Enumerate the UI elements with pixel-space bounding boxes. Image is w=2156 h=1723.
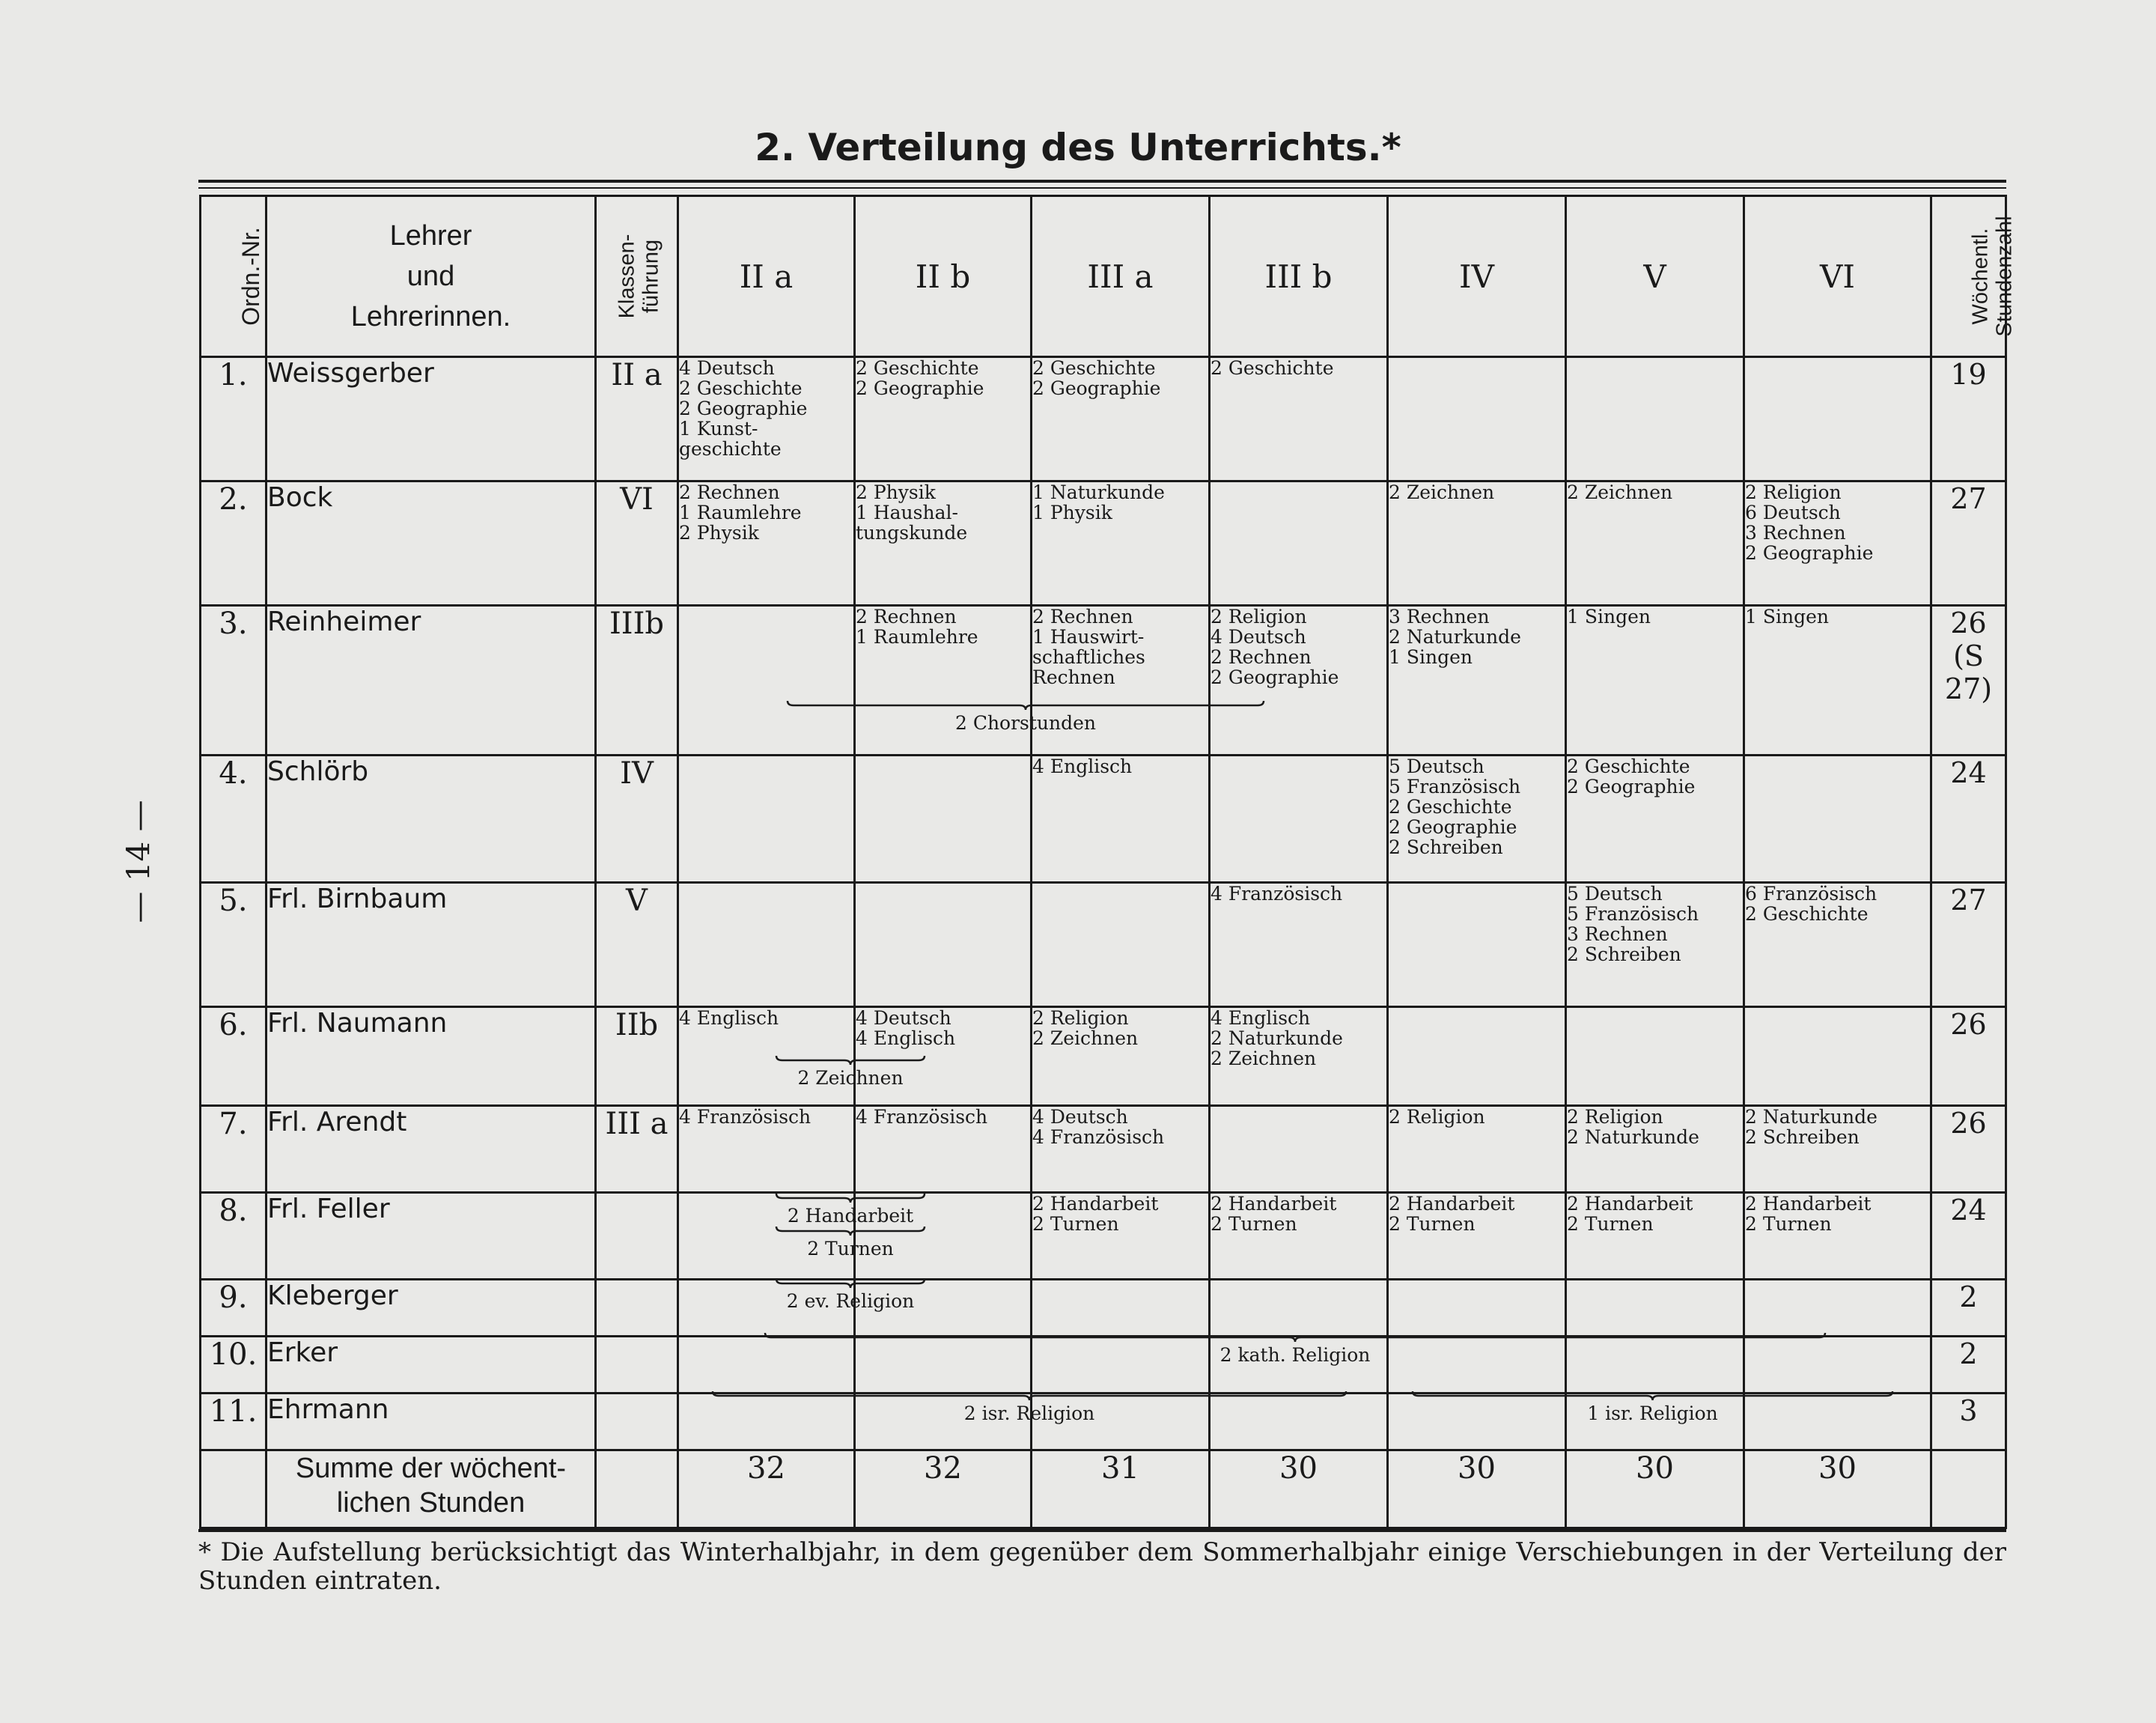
weekly-total bbox=[1931, 1193, 2006, 1280]
subject-line: 6 Französisch bbox=[1745, 883, 1878, 905]
brace-icon bbox=[711, 1390, 1348, 1402]
subject-line: 2 Zeichnen bbox=[1567, 481, 1673, 503]
subject-cell bbox=[855, 357, 1032, 481]
sum-label bbox=[267, 1450, 596, 1528]
teacher-name: Weissgerber bbox=[267, 357, 596, 481]
subject-line: 1 Naturkunde bbox=[1032, 481, 1165, 503]
teacher-row bbox=[201, 481, 2006, 606]
row-number: 1. bbox=[201, 357, 267, 481]
subject-cell bbox=[1210, 883, 1388, 1007]
subject-line: 2 Handarbeit bbox=[1389, 1193, 1515, 1215]
joint-lesson bbox=[764, 1331, 1827, 1365]
subject-line: 2 Naturkunde bbox=[1745, 1106, 1878, 1128]
subject-line: 2 Zeichnen bbox=[1211, 1048, 1317, 1069]
teacher-name: Reinheimer bbox=[267, 606, 596, 756]
weekly-total bbox=[1931, 357, 2006, 481]
subject-line: 2 Geographie bbox=[1745, 542, 1874, 564]
joint-lesson bbox=[775, 1054, 926, 1088]
subject-line: 3 Rechnen bbox=[1567, 923, 1668, 945]
subject-line: 2 Geschichte bbox=[1389, 796, 1512, 818]
subject-line: 4 Englisch bbox=[679, 1007, 779, 1029]
class-leadership: VI bbox=[596, 481, 678, 606]
header-klassenfuehrung: Klassen- führung bbox=[596, 196, 678, 357]
sum-empty bbox=[596, 1450, 678, 1528]
subject-cell bbox=[1566, 883, 1744, 1007]
subject-line: 2 Religion bbox=[1745, 481, 1842, 503]
subject-line: Rechnen bbox=[1032, 666, 1115, 688]
sum-empty bbox=[201, 1450, 267, 1528]
class-leadership: II a bbox=[596, 357, 678, 481]
subject-line: 2 Religion bbox=[1032, 1007, 1129, 1029]
subject-line: 2 Turnen bbox=[1745, 1213, 1832, 1235]
subject-cell bbox=[1566, 1193, 1744, 1280]
subject-cell bbox=[1566, 1280, 1744, 1337]
subject-line: 4 Deutsch bbox=[856, 1007, 951, 1029]
joint-lesson-label: 2 Turnen bbox=[807, 1238, 894, 1259]
subject-cell bbox=[1744, 481, 1931, 606]
subject-line: 2 Naturkunde bbox=[1567, 1126, 1699, 1148]
subject-line: 5 Deutsch bbox=[1389, 756, 1484, 777]
teacher-name: Bock bbox=[267, 481, 596, 606]
joint-lesson bbox=[775, 1192, 926, 1226]
row-number: 8. bbox=[201, 1193, 267, 1280]
subject-cell bbox=[1388, 481, 1566, 606]
header-class-IV: IV bbox=[1388, 196, 1566, 357]
weekly-total-value: 2 bbox=[1959, 1337, 1978, 1370]
header-class-IIIa: III a bbox=[1032, 196, 1210, 357]
class-leadership: IIb bbox=[596, 1007, 678, 1106]
teacher-name: Frl. Feller bbox=[267, 1193, 596, 1280]
subject-line: 2 Schreiben bbox=[1567, 943, 1681, 965]
weekly-total-value: 19 bbox=[1950, 358, 1987, 391]
subject-cell bbox=[1388, 1280, 1566, 1337]
subject-cell bbox=[1744, 1280, 1931, 1337]
subject-line: schaftliches bbox=[1032, 646, 1145, 668]
header-ordn: Ordn.-Nr. bbox=[201, 196, 267, 357]
bottom-rule bbox=[198, 1529, 2006, 1532]
header-class-V: V bbox=[1566, 196, 1744, 357]
weekly-total-value: 27 bbox=[1950, 884, 1987, 917]
joint-lesson-label: 2 Zeichnen bbox=[797, 1067, 904, 1089]
subject-cell bbox=[1210, 1280, 1388, 1337]
class-leadership: IV bbox=[596, 756, 678, 883]
subject-cell bbox=[1210, 357, 1388, 481]
subject-cell bbox=[1566, 606, 1744, 756]
header-row bbox=[201, 196, 2006, 357]
sum-value: 30 bbox=[1744, 1450, 1931, 1528]
top-rule-thin bbox=[198, 187, 2006, 189]
subject-line: 2 Geographie bbox=[679, 398, 808, 419]
teacher-row bbox=[201, 1007, 2006, 1106]
subject-cell bbox=[678, 883, 855, 1007]
subject-line: 4 Französisch bbox=[679, 1106, 811, 1128]
row-number: 9. bbox=[201, 1280, 267, 1337]
subject-line: 2 Rechnen bbox=[856, 606, 957, 627]
subject-cell bbox=[855, 1106, 1032, 1193]
weekly-total bbox=[1931, 1007, 2006, 1106]
header-class-IIb: II b bbox=[855, 196, 1032, 357]
subject-line: 2 Geographie bbox=[1567, 776, 1696, 797]
subject-line: 2 Zeichnen bbox=[1032, 1027, 1139, 1049]
joint-lesson-label: 2 isr. Religion bbox=[963, 1403, 1095, 1424]
sum-label-line: lichen Stunden bbox=[336, 1487, 526, 1519]
header-class-IIIb: III b bbox=[1210, 196, 1388, 357]
subject-cell bbox=[1388, 883, 1566, 1007]
row-number: 10. bbox=[201, 1337, 267, 1394]
header-class-VI: VI bbox=[1744, 196, 1931, 357]
sum-empty bbox=[1931, 1450, 2006, 1528]
subject-line: 4 Französisch bbox=[1211, 883, 1343, 905]
joint-lesson bbox=[1411, 1390, 1894, 1423]
subject-cell bbox=[1566, 357, 1744, 481]
subject-line: 2 Naturkunde bbox=[1211, 1027, 1343, 1049]
subject-cell bbox=[1566, 756, 1744, 883]
subject-line: 4 Französisch bbox=[856, 1106, 988, 1128]
subject-line: 3 Rechnen bbox=[1745, 522, 1846, 544]
weekly-total-value: 24 bbox=[1950, 756, 1987, 789]
subject-line: 2 Handarbeit bbox=[1745, 1193, 1872, 1215]
footnote: * Die Aufstellung berücksichtigt das Winterhalbjahr, in dem gegenüber dem Sommerhalbjahr einige Verschiebungen in der Verteilung der Stunden eintraten. bbox=[198, 1537, 2006, 1596]
brace-icon bbox=[775, 1192, 926, 1204]
subject-cell bbox=[1388, 1193, 1566, 1280]
weekly-total bbox=[1931, 883, 2006, 1007]
sum-value: 32 bbox=[678, 1450, 855, 1528]
subject-line: 2 Geschichte bbox=[1745, 903, 1869, 925]
brace-icon bbox=[775, 1277, 926, 1289]
top-rule bbox=[198, 180, 2006, 183]
header-weekly-hours: Wöchentl. Stundenzahl bbox=[1931, 196, 2006, 357]
subject-line: 6 Deutsch bbox=[1745, 502, 1841, 523]
subject-line: 2 Zeichnen bbox=[1389, 481, 1495, 503]
brace-icon bbox=[775, 1225, 926, 1237]
joint-lesson-label: 2 ev. Religion bbox=[786, 1290, 915, 1312]
subject-cell bbox=[1032, 481, 1210, 606]
subject-line: 2 Rechnen bbox=[1032, 606, 1133, 627]
subject-line: 2 Religion bbox=[1211, 606, 1307, 627]
weekly-total-value: 27 bbox=[1950, 482, 1987, 515]
teacher-row bbox=[201, 357, 2006, 481]
row-number: 3. bbox=[201, 606, 267, 756]
subject-line: 5 Französisch bbox=[1389, 776, 1521, 797]
subject-line: 2 Handarbeit bbox=[1567, 1193, 1693, 1215]
subject-cell bbox=[1388, 756, 1566, 883]
class-leadership: IIIb bbox=[596, 606, 678, 756]
brace-icon bbox=[764, 1331, 1827, 1343]
subject-line: 4 Deutsch bbox=[1211, 626, 1306, 648]
weekly-total-value: 26 bbox=[1950, 1107, 1987, 1140]
weekly-total bbox=[1931, 606, 2006, 756]
subject-cell bbox=[1744, 357, 1931, 481]
subject-line: 2 Rechnen bbox=[679, 481, 780, 503]
subject-line: 4 Französisch bbox=[1032, 1126, 1165, 1148]
subject-line: 1 Kunst- bbox=[679, 418, 758, 440]
subject-line: 2 Turnen bbox=[1032, 1213, 1119, 1235]
subject-cell bbox=[1566, 1007, 1744, 1106]
joint-lesson-label: 2 Handarbeit bbox=[787, 1205, 914, 1227]
subject-line: 2 Geographie bbox=[1389, 816, 1517, 838]
subject-line: 2 Religion bbox=[1567, 1106, 1663, 1128]
subject-line: 4 Deutsch bbox=[1032, 1106, 1128, 1128]
subject-cell bbox=[1388, 357, 1566, 481]
sum-row bbox=[201, 1450, 2006, 1528]
joint-lesson bbox=[775, 1277, 926, 1311]
subject-cell bbox=[1032, 756, 1210, 883]
subject-line: 2 Religion bbox=[1389, 1106, 1485, 1128]
subject-cell bbox=[1744, 883, 1931, 1007]
joint-lesson bbox=[786, 699, 1265, 733]
weekly-total-value: 26 bbox=[1950, 607, 1987, 639]
weekly-total bbox=[1931, 481, 2006, 606]
weekly-total-summer: (S 27) bbox=[1944, 639, 1993, 705]
joint-lesson bbox=[775, 1225, 926, 1259]
teacher-row bbox=[201, 883, 2006, 1007]
subject-cell bbox=[1744, 756, 1931, 883]
subject-line: 2 Schreiben bbox=[1389, 836, 1503, 858]
sum-label-line: Summe der wöchent- bbox=[295, 1453, 567, 1484]
subject-cell bbox=[1032, 1106, 1210, 1193]
sum-value: 31 bbox=[1032, 1450, 1210, 1528]
subject-line: 4 Deutsch bbox=[679, 357, 775, 379]
subject-line: 2 Geographie bbox=[856, 377, 984, 399]
teacher-row bbox=[201, 756, 2006, 883]
subject-cell bbox=[1032, 1007, 1210, 1106]
subject-cell bbox=[1566, 481, 1744, 606]
subject-cell bbox=[678, 357, 855, 481]
subject-cell bbox=[678, 481, 855, 606]
subject-line: 2 Geschichte bbox=[856, 357, 979, 379]
subject-cell bbox=[1388, 1007, 1566, 1106]
joint-lesson-label: 1 isr. Religion bbox=[1587, 1403, 1718, 1424]
subject-line: tungskunde bbox=[856, 522, 968, 544]
header-teacher: Lehrer und Lehrerinnen. bbox=[267, 196, 596, 357]
weekly-total-value: 26 bbox=[1950, 1008, 1987, 1041]
subject-line: 4 Englisch bbox=[1032, 756, 1133, 777]
teaching-distribution-table bbox=[199, 195, 2017, 1529]
weekly-total bbox=[1931, 1280, 2006, 1337]
subject-cell bbox=[1744, 1007, 1931, 1106]
subject-cell bbox=[678, 1106, 855, 1193]
page-number: — 14 — bbox=[120, 799, 157, 923]
sum-value: 30 bbox=[1566, 1450, 1744, 1528]
subject-line: 5 Deutsch bbox=[1567, 883, 1663, 905]
brace-icon bbox=[786, 699, 1265, 711]
subject-cell bbox=[1210, 481, 1388, 606]
subject-line: 2 Geschichte bbox=[679, 377, 803, 399]
weekly-total-value: 3 bbox=[1959, 1394, 1978, 1427]
subject-line: 2 Physik bbox=[856, 481, 936, 503]
subject-line: 1 Raumlehre bbox=[856, 626, 978, 648]
subject-cell bbox=[1744, 1193, 1931, 1280]
joint-lesson-label: 2 Chorstunden bbox=[954, 712, 1097, 734]
row-number: 4. bbox=[201, 756, 267, 883]
subject-cell bbox=[1032, 883, 1210, 1007]
weekly-total bbox=[1931, 1337, 2006, 1394]
subject-line: 4 Englisch bbox=[1211, 1007, 1311, 1029]
class-leadership: III a bbox=[596, 1106, 678, 1193]
subject-cell bbox=[1210, 1193, 1388, 1280]
subject-line: 1 Hauswirt- bbox=[1032, 626, 1145, 648]
teacher-row bbox=[201, 1193, 2006, 1280]
class-leadership: V bbox=[596, 883, 678, 1007]
subject-line: 2 Geschichte bbox=[1032, 357, 1156, 379]
subject-cell bbox=[678, 756, 855, 883]
subject-line: 1 Raumlehre bbox=[679, 502, 802, 523]
sum-value: 30 bbox=[1388, 1450, 1566, 1528]
subject-line: 1 Haushal- bbox=[856, 502, 958, 523]
teacher-name: Schlörb bbox=[267, 756, 596, 883]
subject-cell bbox=[1388, 606, 1566, 756]
class-leadership bbox=[596, 1193, 678, 1280]
subject-line: 2 Turnen bbox=[1567, 1213, 1654, 1235]
subject-cell bbox=[1566, 1106, 1744, 1193]
sum-value: 30 bbox=[1210, 1450, 1388, 1528]
subject-cell bbox=[1032, 1280, 1210, 1337]
subject-line: geschichte bbox=[679, 438, 782, 460]
subject-line: 2 Naturkunde bbox=[1389, 626, 1521, 648]
subject-cell bbox=[1210, 756, 1388, 883]
subject-line: 2 Turnen bbox=[1389, 1213, 1476, 1235]
subject-line: 1 Singen bbox=[1567, 606, 1651, 627]
subject-line: 2 Geographie bbox=[1032, 377, 1161, 399]
row-number: 2. bbox=[201, 481, 267, 606]
teacher-row bbox=[201, 1280, 2006, 1337]
teacher-name: Ehrmann bbox=[267, 1394, 596, 1450]
weekly-total-value: 2 bbox=[1959, 1280, 1978, 1313]
brace-icon bbox=[1411, 1390, 1894, 1402]
joint-lesson bbox=[711, 1390, 1348, 1423]
subject-line: 2 Rechnen bbox=[1211, 646, 1312, 668]
row-number: 11. bbox=[201, 1394, 267, 1450]
teacher-name: Frl. Birnbaum bbox=[267, 883, 596, 1007]
subject-cell bbox=[855, 481, 1032, 606]
weekly-total-value: 24 bbox=[1950, 1194, 1987, 1227]
class-leadership bbox=[596, 1394, 678, 1450]
subject-line: 2 Handarbeit bbox=[1211, 1193, 1337, 1215]
subject-line: 1 Physik bbox=[1032, 502, 1112, 523]
weekly-total bbox=[1931, 1394, 2006, 1450]
row-number: 6. bbox=[201, 1007, 267, 1106]
subject-line: 2 Geographie bbox=[1211, 666, 1339, 688]
subject-line: 3 Rechnen bbox=[1389, 606, 1490, 627]
brace-icon bbox=[775, 1054, 926, 1066]
row-number: 5. bbox=[201, 883, 267, 1007]
subject-line: 1 Singen bbox=[1745, 606, 1829, 627]
subject-cell bbox=[1388, 1106, 1566, 1193]
subject-line: 2 Schreiben bbox=[1745, 1126, 1860, 1148]
class-leadership bbox=[596, 1337, 678, 1394]
subject-cell bbox=[1032, 357, 1210, 481]
teacher-name: Kleberger bbox=[267, 1280, 596, 1337]
subject-line: 1 Singen bbox=[1389, 646, 1473, 668]
weekly-total bbox=[1931, 1106, 2006, 1193]
subject-cell bbox=[1210, 1007, 1388, 1106]
subject-line: 4 Englisch bbox=[856, 1027, 956, 1049]
subject-line: 2 Geschichte bbox=[1567, 756, 1690, 777]
subject-line: 2 Handarbeit bbox=[1032, 1193, 1159, 1215]
class-leadership bbox=[596, 1280, 678, 1337]
header-class-IIa: II a bbox=[678, 196, 855, 357]
subject-line: 2 Geschichte bbox=[1211, 357, 1334, 379]
teacher-name: Frl. Arendt bbox=[267, 1106, 596, 1193]
subject-cell bbox=[855, 756, 1032, 883]
subject-cell bbox=[1210, 1106, 1388, 1193]
teacher-row bbox=[201, 1106, 2006, 1193]
teacher-name: Frl. Naumann bbox=[267, 1007, 596, 1106]
joint-lesson-label: 2 kath. Religion bbox=[1219, 1344, 1371, 1366]
subject-line: 5 Französisch bbox=[1567, 903, 1699, 925]
sum-value: 32 bbox=[855, 1450, 1032, 1528]
subject-cell bbox=[1032, 1193, 1210, 1280]
weekly-total bbox=[1931, 756, 2006, 883]
teacher-name: Erker bbox=[267, 1337, 596, 1394]
subject-cell bbox=[1744, 1106, 1931, 1193]
subject-cell bbox=[1744, 606, 1931, 756]
subject-cell bbox=[855, 883, 1032, 1007]
row-number: 7. bbox=[201, 1106, 267, 1193]
subject-line: 2 Turnen bbox=[1211, 1213, 1297, 1235]
subject-line: 2 Physik bbox=[679, 522, 759, 544]
page-title: 2. Verteilung des Unterrichts.* bbox=[755, 126, 1401, 169]
